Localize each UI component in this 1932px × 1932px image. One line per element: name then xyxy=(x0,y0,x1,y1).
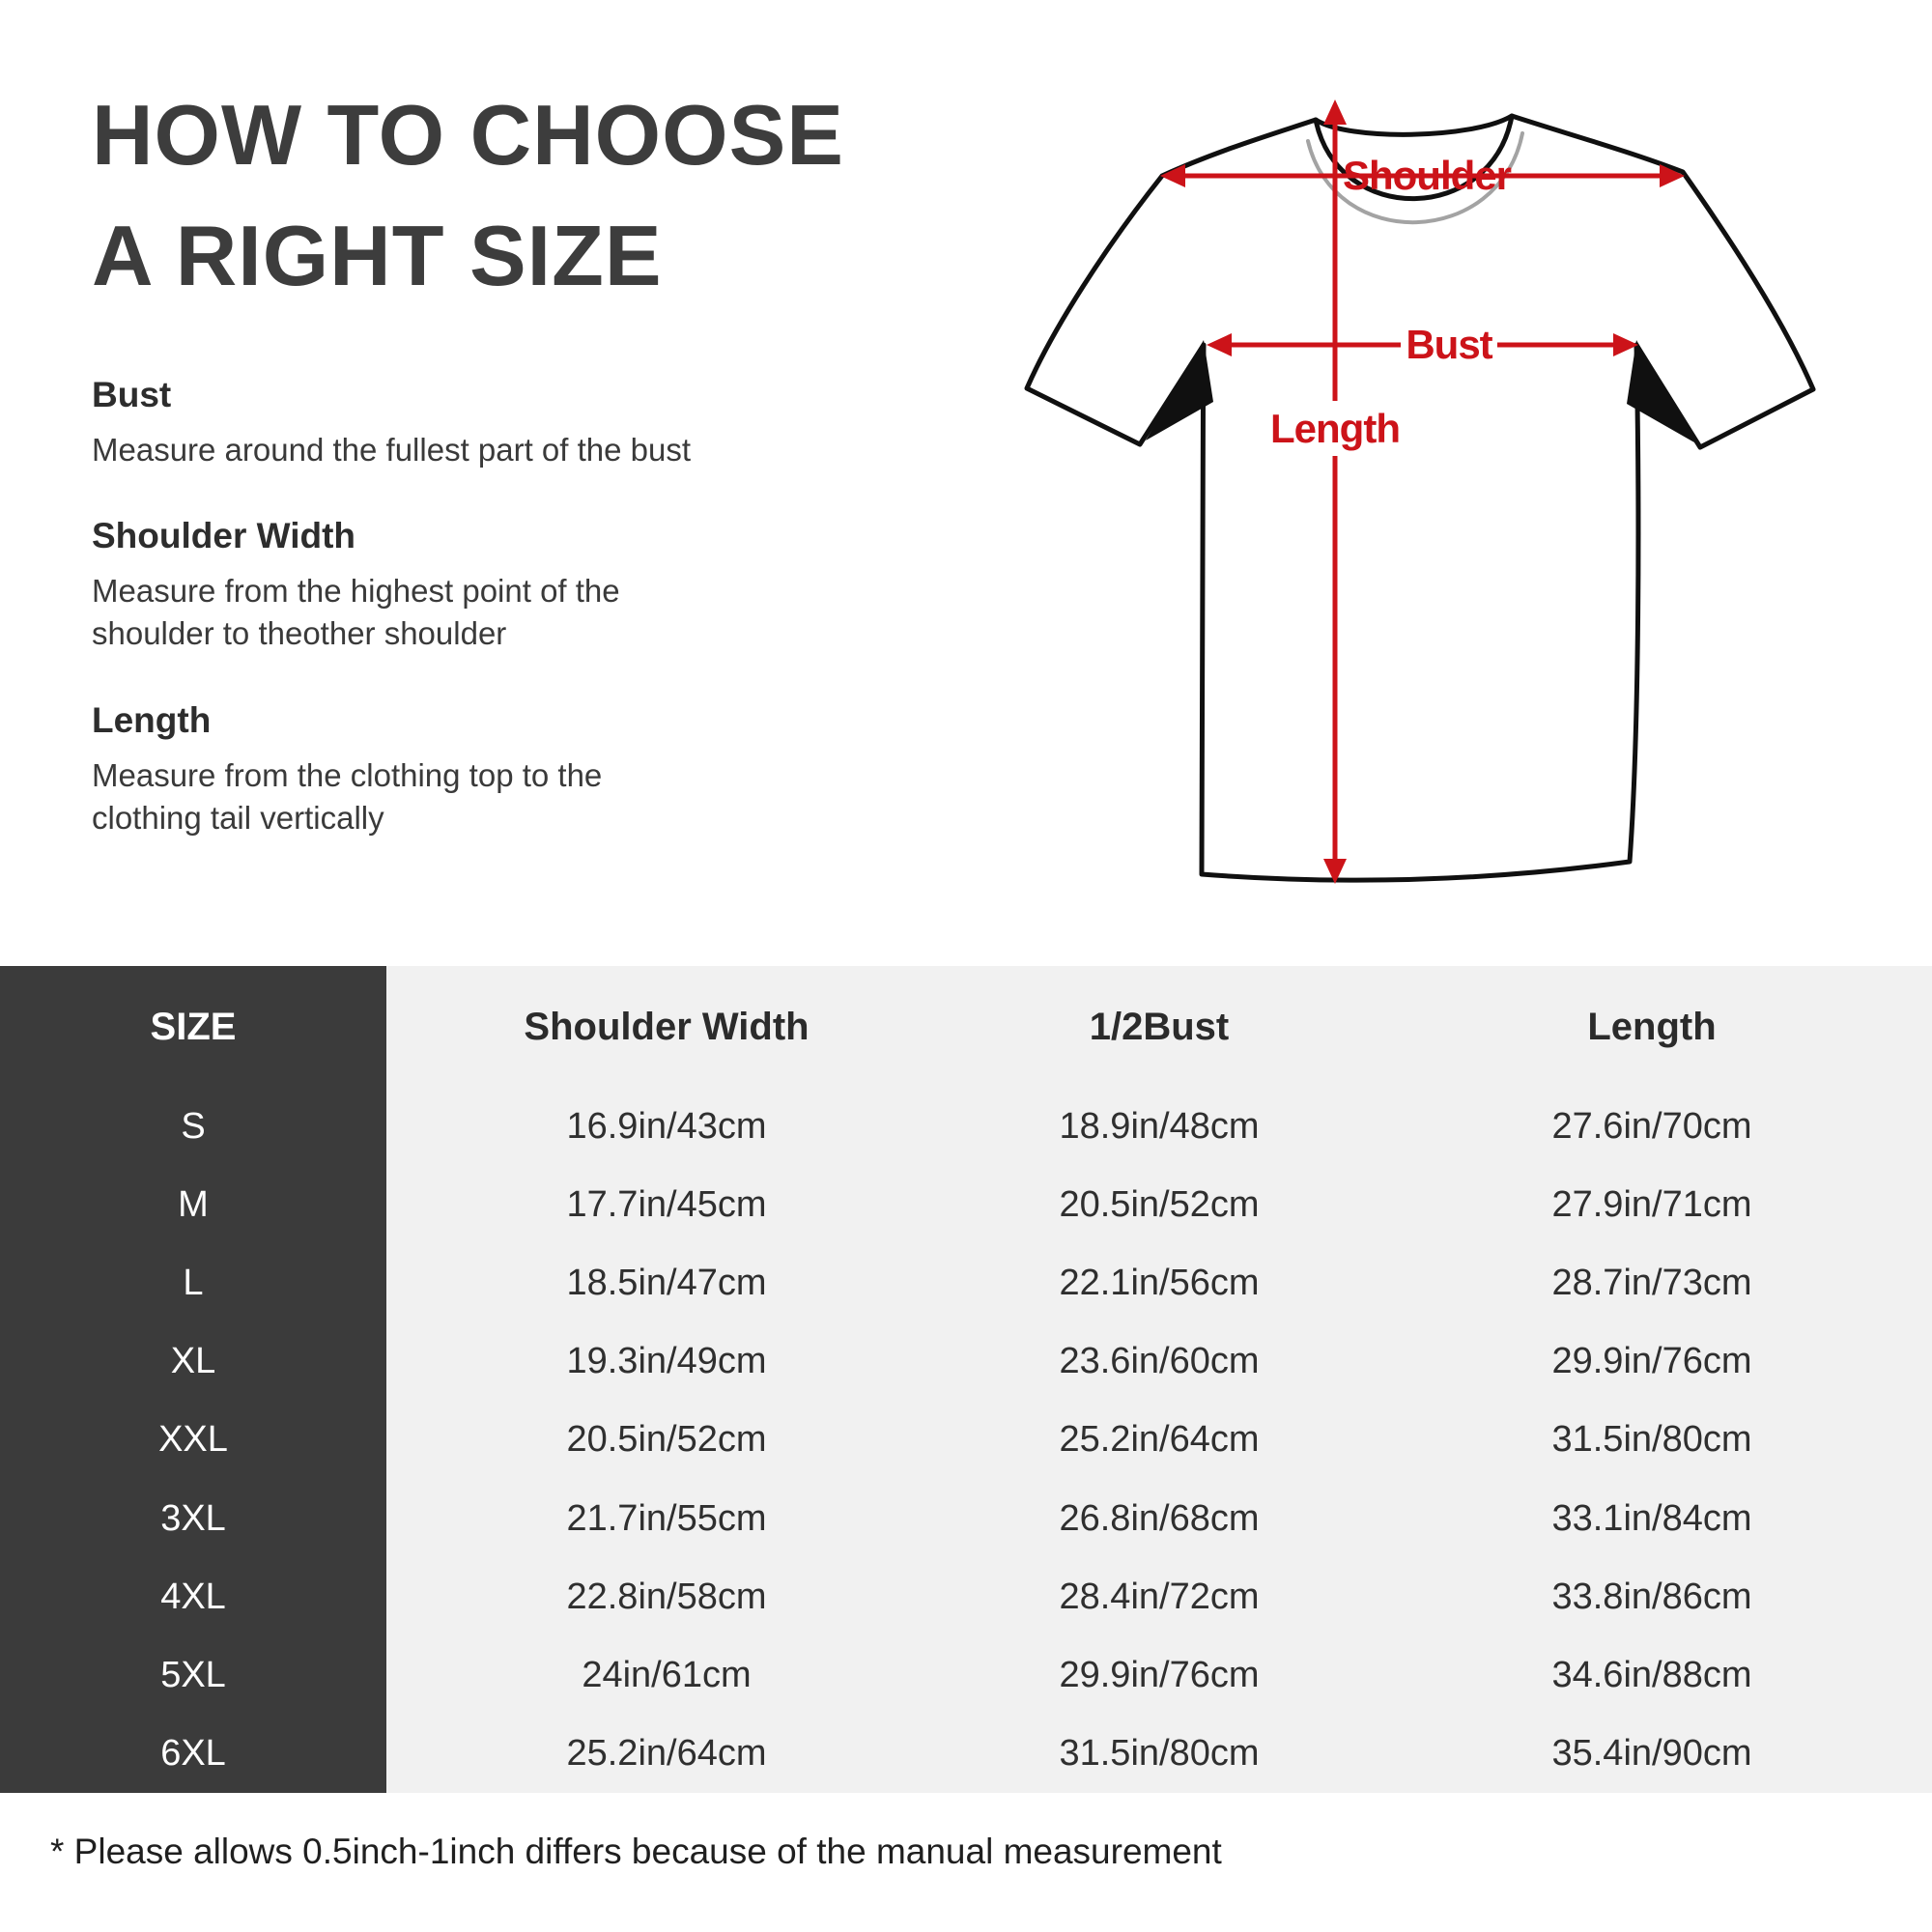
half-bust-value: 20.5in/52cm xyxy=(1059,1184,1260,1226)
half-bust-value: 18.9in/48cm xyxy=(1059,1106,1260,1148)
shoulder-width-value: 22.8in/58cm xyxy=(566,1576,767,1617)
page-title-line1: HOW TO CHOOSE xyxy=(92,87,844,183)
shoulder-label: Shoulder xyxy=(1342,153,1512,198)
size-label: L xyxy=(0,1244,386,1322)
instruction-bust xyxy=(92,375,787,471)
size-table xyxy=(0,966,1932,1793)
shoulder-width-value: 19.3in/49cm xyxy=(566,1341,767,1382)
shoulder-width-value: 17.7in/45cm xyxy=(566,1184,767,1226)
half-bust-value: 28.4in/72cm xyxy=(1059,1576,1260,1617)
instruction-length-text-line2: clothing tail vertically xyxy=(92,799,384,836)
length-label: Length xyxy=(1270,406,1400,451)
instruction-length-text-line1: Measure from the clothing top to the xyxy=(92,756,603,793)
shoulder-width-value: 18.5in/47cm xyxy=(566,1263,767,1304)
bust-label: Bust xyxy=(1406,322,1492,367)
half-bust-value: 26.8in/68cm xyxy=(1059,1497,1260,1539)
page-title xyxy=(92,75,844,317)
length-value: 34.6in/88cm xyxy=(1551,1654,1752,1695)
length-value: 31.5in/80cm xyxy=(1551,1419,1752,1461)
size-label: 4XL xyxy=(0,1558,386,1636)
column-header-length: Length xyxy=(1587,1005,1717,1048)
length-arrow-top-head xyxy=(1323,99,1347,125)
column-header-size: SIZE xyxy=(0,966,386,1088)
length-value: 27.9in/71cm xyxy=(1551,1184,1752,1226)
instruction-shoulder-text-line2: shoulder to theother shoulder xyxy=(92,615,507,652)
length-value: 29.9in/76cm xyxy=(1551,1341,1752,1382)
half-bust-value: 25.2in/64cm xyxy=(1059,1419,1260,1461)
size-label: 5XL xyxy=(0,1636,386,1715)
instruction-length-heading: Length xyxy=(92,699,212,740)
tshirt-outline-icon xyxy=(1027,116,1813,880)
instruction-shoulder-heading: Shoulder Width xyxy=(92,516,356,556)
shoulder-width-value: 24in/61cm xyxy=(582,1654,752,1695)
column-header-shoulder: Shoulder Width xyxy=(524,1005,810,1048)
length-value: 33.1in/84cm xyxy=(1551,1497,1752,1539)
shoulder-width-value: 21.7in/55cm xyxy=(566,1497,767,1539)
measurement-disclaimer: * Please allows 0.5inch-1inch differs because of the manual measurement xyxy=(50,1832,1222,1871)
size-label: 6XL xyxy=(0,1715,386,1793)
page-title-line2: A RIGHT SIZE xyxy=(92,207,663,303)
column-header-halfbust: 1/2Bust xyxy=(1089,1005,1230,1048)
length-value: 33.8in/86cm xyxy=(1551,1576,1752,1617)
measurement-instructions xyxy=(92,375,787,884)
instruction-shoulder-text-line1: Measure from the highest point of the xyxy=(92,573,620,610)
size-label: M xyxy=(0,1166,386,1244)
half-bust-value: 22.1in/56cm xyxy=(1059,1263,1260,1304)
length-value: 28.7in/73cm xyxy=(1551,1263,1752,1304)
shoulder-width-value: 20.5in/52cm xyxy=(566,1419,767,1461)
length-value: 35.4in/90cm xyxy=(1551,1732,1752,1774)
instruction-length xyxy=(92,700,787,839)
instruction-bust-heading: Bust xyxy=(92,375,172,414)
half-bust-value: 31.5in/80cm xyxy=(1059,1732,1260,1774)
half-bust-value: 23.6in/60cm xyxy=(1059,1341,1260,1382)
length-value: 27.6in/70cm xyxy=(1551,1106,1752,1148)
instruction-bust-text: Measure around the fullest part of the bust xyxy=(92,432,692,468)
shoulder-width-value: 25.2in/64cm xyxy=(566,1732,767,1774)
instruction-shoulder-width xyxy=(92,516,787,655)
tshirt-diagram xyxy=(995,58,1903,966)
half-bust-value: 29.9in/76cm xyxy=(1059,1654,1260,1695)
size-label: S xyxy=(0,1088,386,1166)
size-label: 3XL xyxy=(0,1480,386,1558)
size-label: XXL xyxy=(0,1401,386,1479)
size-label: XL xyxy=(0,1322,386,1401)
shoulder-width-value: 16.9in/43cm xyxy=(566,1106,767,1148)
